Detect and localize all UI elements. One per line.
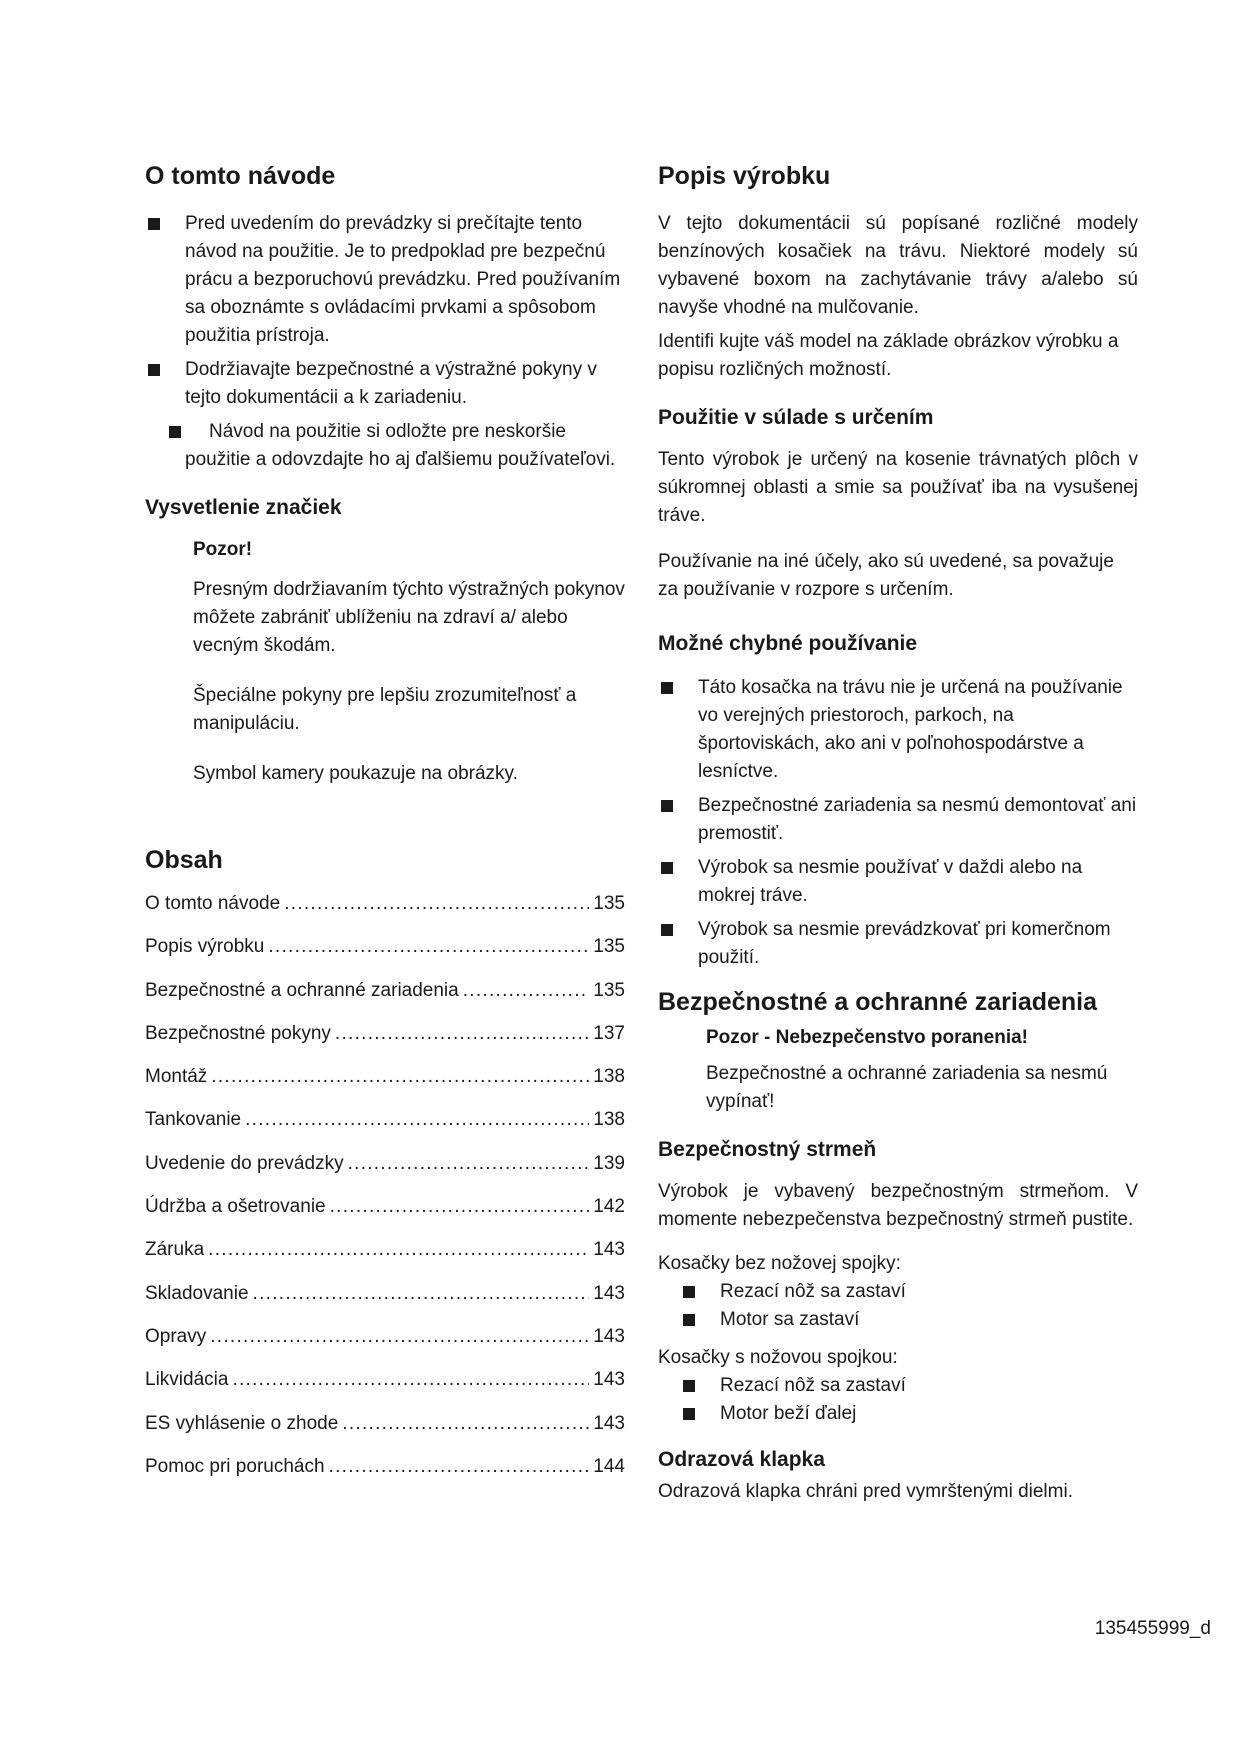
list-item: Pred uvedením do prevádzky si prečítajte tento návod na použitie. Je to predpoklad pre bezpečnú prácu a bezporuchovú prevádzku. Pred používaním sa oboznámte s ovládacími prvkami a spôsobom použitia prístroja. bbox=[145, 210, 625, 350]
toc-title: Bezpečnostné a ochranné zariadenia bbox=[145, 979, 459, 1001]
toc-row bbox=[145, 1020, 625, 1063]
square-bullet-icon bbox=[661, 682, 673, 694]
toc-page-number: 143 bbox=[593, 1282, 625, 1304]
toc-title: Bezpečnostné pokyny bbox=[145, 1022, 331, 1044]
list-item: Motor beží ďalej bbox=[680, 1400, 1138, 1428]
list-item: Táto kosačka na trávu nie je určená na používanie vo verejných priestoroch, parkoch, na športoviskách, ako ani v poľnohospodárstve a lesníctve. bbox=[658, 674, 1138, 786]
toc-row bbox=[145, 1236, 625, 1279]
intended-use-p2: Používanie na iné účely, ako sú uvedené, sa považuje za používanie v rozpore s určením. bbox=[658, 551, 1114, 600]
square-bullet-icon bbox=[661, 924, 673, 936]
toc-leader-dots bbox=[253, 1280, 590, 1308]
with-clutch-label: Kosačky s nožovou spojkou: bbox=[658, 1347, 898, 1368]
symbols-heading: Vysvetlenie značiek bbox=[145, 496, 342, 519]
toc-page-number: 135 bbox=[593, 979, 625, 1001]
toc-leader-dots bbox=[342, 1410, 589, 1438]
left-column bbox=[145, 160, 625, 1496]
toc-row bbox=[145, 1280, 625, 1323]
list-item: Výrobok sa nesmie používať v daždi alebo na mokrej tráve. bbox=[658, 854, 1138, 910]
toc-leader-dots bbox=[348, 1150, 590, 1178]
toc-title: Pomoc pri poruchách bbox=[145, 1455, 325, 1477]
square-bullet-icon bbox=[683, 1314, 695, 1326]
symbols-block bbox=[145, 536, 625, 788]
document-id: 135455999_d bbox=[1094, 1618, 1211, 1639]
toc-row bbox=[145, 1193, 625, 1236]
intended-use-heading: Použitie v súlade s určením bbox=[658, 406, 934, 429]
toc-title: Údržba a ošetrovanie bbox=[145, 1196, 326, 1218]
toc-page-number: 139 bbox=[593, 1152, 625, 1174]
caution-label: Pozor! bbox=[193, 539, 253, 560]
square-bullet-icon bbox=[661, 800, 673, 812]
toc-row bbox=[145, 1366, 625, 1409]
deflector-heading: Odrazová klapka bbox=[658, 1448, 825, 1471]
description-p2: Identifi kujte váš model na základe obrázkov výrobku a popisu rozličných možností. bbox=[658, 331, 1119, 380]
toc-title: O tomto návode bbox=[145, 893, 281, 914]
toc-heading: Obsah bbox=[145, 846, 223, 874]
toc-leader-dots bbox=[463, 977, 590, 1005]
toc-page-number: 143 bbox=[593, 1325, 625, 1347]
caution-text: Presným dodržiavaním týchto výstražných pokynov môžete zabrániť ublíženiu na zdraví a/ alebo vecným škodám. bbox=[193, 579, 625, 656]
square-bullet-icon bbox=[661, 862, 673, 874]
list-item: Rezací nôž sa zastaví bbox=[680, 1278, 1138, 1306]
toc-page-number: 143 bbox=[593, 1239, 625, 1261]
square-bullet-icon bbox=[148, 364, 160, 376]
toc-page-number: 143 bbox=[593, 1369, 625, 1391]
misuse-heading: Možné chybné používanie bbox=[658, 632, 918, 655]
toc-leader-dots bbox=[211, 1063, 589, 1091]
about-heading: O tomto návode bbox=[145, 162, 336, 190]
safety-warning-block bbox=[658, 1024, 1138, 1116]
toc-row bbox=[145, 1410, 625, 1453]
special-text: Špeciálne pokyny pre lepšiu zrozumiteľnosť a manipuláciu. bbox=[193, 685, 577, 734]
toc-title: Záruka bbox=[145, 1239, 205, 1261]
toc-leader-dots bbox=[232, 1366, 589, 1394]
toc-page-number: 138 bbox=[593, 1066, 625, 1088]
toc-title: Opravy bbox=[145, 1325, 207, 1347]
list-item: Motor sa zastaví bbox=[680, 1306, 1138, 1334]
toc-row bbox=[145, 890, 625, 933]
toc-title: Montáž bbox=[145, 1066, 208, 1088]
toc-leader-dots bbox=[208, 1236, 589, 1264]
toc-leader-dots bbox=[245, 1106, 589, 1134]
toc-leader-dots bbox=[210, 1323, 589, 1351]
toc-row bbox=[145, 1106, 625, 1149]
toc-leader-dots bbox=[335, 1020, 589, 1048]
square-bullet-icon bbox=[169, 426, 181, 438]
safety-devices-heading: Bezpečnostné a ochranné zariadenia bbox=[658, 988, 1098, 1016]
toc-list bbox=[145, 890, 625, 1496]
list-item: Návod na použitie si odložte pre neskoršie použitie a odovzdajte ho aj ďalšiemu používateľovi. bbox=[145, 418, 625, 474]
camera-text: Symbol kamery poukazuje na obrázky. bbox=[193, 763, 518, 784]
intended-use-p1: Tento výrobok je určený na kosenie trávnatých plôch v súkromnej oblasti a smie sa používať iba na vysušenej tráve. bbox=[658, 449, 1138, 526]
toc-leader-dots bbox=[284, 890, 589, 918]
toc-title: Likvidácia bbox=[145, 1369, 229, 1391]
toc-title: ES vyhlásenie o zhode bbox=[145, 1412, 339, 1434]
safety-bar-heading: Bezpečnostný strmeň bbox=[658, 1138, 877, 1161]
toc-title: Skladovanie bbox=[145, 1282, 249, 1304]
list-item: Bezpečnostné zariadenia sa nesmú demontovať ani premostiť. bbox=[658, 792, 1138, 848]
toc-page-number: 135 bbox=[593, 893, 625, 914]
toc-row bbox=[145, 933, 625, 976]
toc-row bbox=[145, 1063, 625, 1106]
safety-warning-label: Pozor - Nebezpečenstvo poranenia! bbox=[706, 1027, 1029, 1048]
toc-leader-dots bbox=[330, 1193, 590, 1221]
square-bullet-icon bbox=[148, 218, 160, 230]
without-clutch-label: Kosačky bez nožovej spojky: bbox=[658, 1253, 901, 1274]
without-clutch-list bbox=[658, 1278, 1138, 1334]
toc-title: Uvedenie do prevádzky bbox=[145, 1152, 344, 1174]
list-item: Dodržiavajte bezpečnostné a výstražné pokyny v tejto dokumentácii a k zariadeniu. bbox=[145, 356, 625, 412]
safety-bar-text: Výrobok je vybavený bezpečnostným strmeňom. V momente nebezpečenstva bezpečnostný strmeň pustite. bbox=[658, 1181, 1138, 1230]
right-column bbox=[658, 160, 1138, 1506]
about-list bbox=[145, 210, 625, 474]
toc-title: Popis výrobku bbox=[145, 936, 265, 958]
with-clutch-list bbox=[658, 1372, 1138, 1428]
list-item: Výrobok sa nesmie prevádzkovať pri komerčnom použití. bbox=[658, 916, 1138, 972]
toc-page-number: 143 bbox=[593, 1412, 625, 1434]
toc-page-number: 135 bbox=[593, 936, 625, 958]
square-bullet-icon bbox=[683, 1380, 695, 1392]
toc-row bbox=[145, 1453, 625, 1496]
deflector-text: Odrazová klapka chráni pred vymrštenými dielmi. bbox=[658, 1481, 1073, 1502]
safety-warning-text: Bezpečnostné a ochranné zariadenia sa nesmú vypínať! bbox=[706, 1063, 1108, 1112]
list-item: Rezací nôž sa zastaví bbox=[680, 1372, 1138, 1400]
toc-row bbox=[145, 1150, 625, 1193]
toc-leader-dots bbox=[268, 933, 589, 961]
toc-row bbox=[145, 977, 625, 1020]
toc-page-number: 137 bbox=[593, 1022, 625, 1044]
square-bullet-icon bbox=[683, 1286, 695, 1298]
toc-page-number: 142 bbox=[593, 1196, 625, 1218]
toc-leader-dots bbox=[329, 1453, 590, 1481]
toc-page-number: 144 bbox=[593, 1455, 625, 1477]
description-p1: V tejto dokumentácii sú popísané rozličné modely benzínových kosačiek na trávu. Niektoré modely sú vybavené boxom na zachytávanie trávy a/alebo sú navyše vhodné na mulčovanie. bbox=[658, 213, 1138, 318]
description-heading: Popis výrobku bbox=[658, 162, 831, 190]
toc-title: Tankovanie bbox=[145, 1109, 242, 1131]
toc-row bbox=[145, 1323, 625, 1366]
square-bullet-icon bbox=[683, 1408, 695, 1420]
toc-page-number: 138 bbox=[593, 1109, 625, 1131]
misuse-list bbox=[658, 674, 1138, 972]
